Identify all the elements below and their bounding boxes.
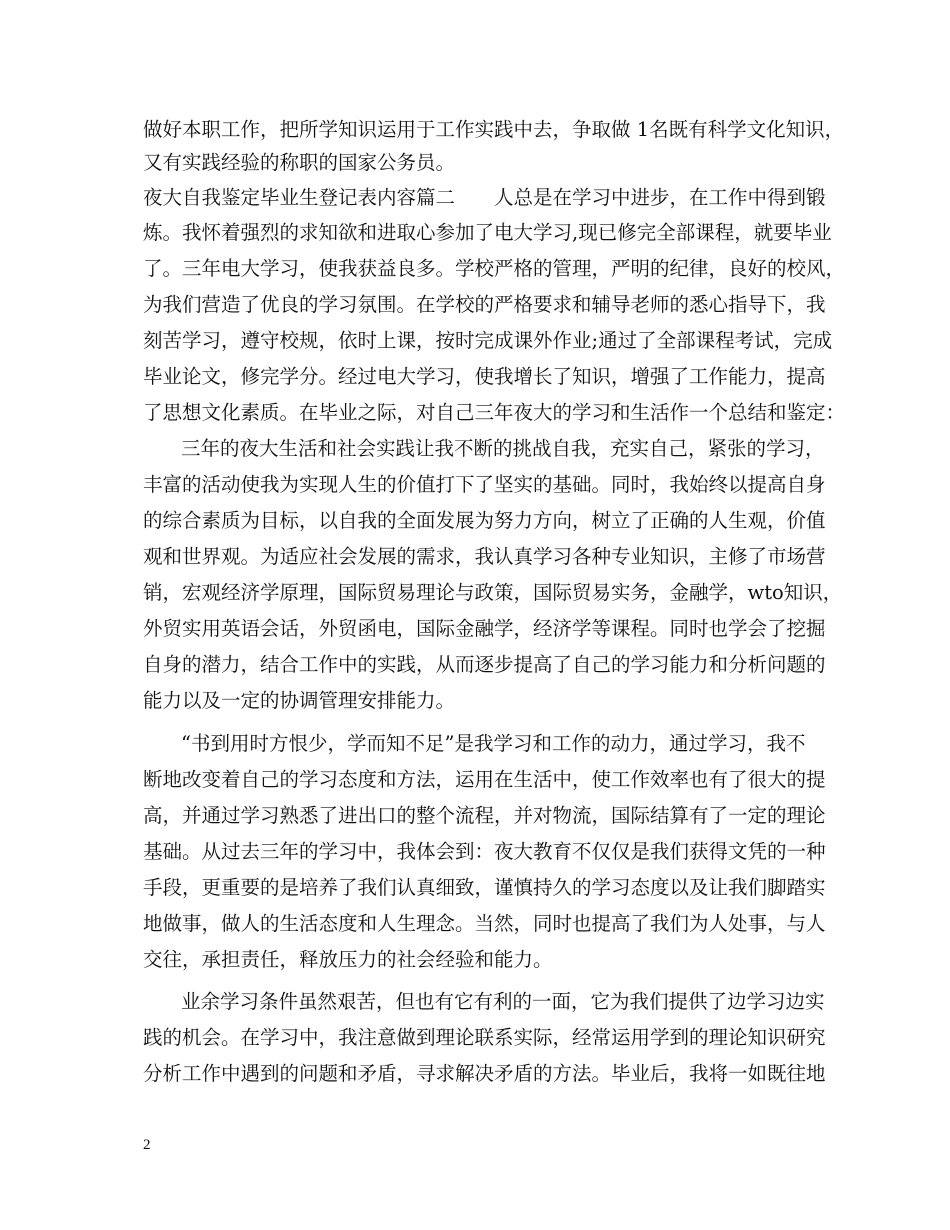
text-line: 交往，承担责任，释放压力的社会经验和能力。 bbox=[143, 948, 553, 971]
text-line: 高，并通过学习熟悉了进出口的整个流程，并对物流，国际结算有了一定的理论 bbox=[143, 804, 826, 827]
text-line: 践的机会。在学习中，我注意做到理论联系实际，经常运用学到的理论知识研究 bbox=[143, 1026, 826, 1049]
text-line: 毕业论文，修完学分。经过电大学习，使我增长了知识，增强了工作能力，提高 bbox=[143, 365, 826, 388]
text-line: “书到用时方恨少，学而知不足”是我学习和工作的动力，通过学习，我不 bbox=[181, 732, 806, 755]
page-number: 2 bbox=[143, 1137, 151, 1153]
text-line: 三年的夜大生活和社会实践让我不断的挑战自我，充实自己，紧张的学习， bbox=[181, 437, 825, 460]
text-line: 了思想文化素质。在毕业之际，对自己三年夜大的学习和生活作一个总结和鉴定： bbox=[143, 401, 846, 424]
text-line: 做好本职工作，把所学知识运用于工作实践中去，争取做 1名既有科学文化知识， bbox=[143, 118, 845, 141]
text-line: 断地改变着自己的学习态度和方法，运用在生活中，使工作效率也有了很大的提 bbox=[143, 768, 826, 791]
text-line: 为我们营造了优良的学习氛围。在学校的严格要求和辅导老师的悉心指导下，我 bbox=[143, 293, 826, 316]
text-line: 炼。我怀着强烈的求知欲和进取心参加了电大学习,现已修完全部课程，就要毕业 bbox=[143, 221, 832, 244]
text-line: 基础。从过去三年的学习中，我体会到：夜大教育不仅仅是我们获得文凭的一种 bbox=[143, 840, 826, 863]
text-line: 手段，更重要的是培养了我们认真细致，谨慎持久的学习态度以及让我们脚踏实 bbox=[143, 876, 826, 899]
text-line: 业余学习条件虽然艰苦，但也有它有利的一面，它为我们提供了边学习边实 bbox=[181, 990, 825, 1013]
text-line: 丰富的活动使我为实现人生的价值打下了坚实的基础。同时，我始终以提高自身 bbox=[143, 473, 826, 496]
text-line: 观和世界观。为适应社会发展的需求，我认真学习各种专业知识，主修了市场营 bbox=[143, 545, 826, 568]
text-line: 能力以及一定的协调管理安排能力。 bbox=[143, 689, 456, 712]
text-line: 刻苦学习，遵守校规，依时上课，按时完成课外作业;通过了全部课程考试，完成 bbox=[143, 329, 833, 352]
text-line: 自身的潜力，结合工作中的实践，从而逐步提高了自己的学习能力和分析问题的 bbox=[143, 653, 826, 676]
text-line: 夜大自我鉴定毕业生登记表内容篇二 人总是在学习中进步，在工作中得到锻 bbox=[143, 186, 826, 209]
text-line: 外贸实用英语会话，外贸函电，国际金融学，经济学等课程。同时也学会了挖掘 bbox=[143, 617, 826, 640]
text-line: 分析工作中遇到的问题和矛盾，寻求解决矛盾的方法。毕业后，我将一如既往地 bbox=[143, 1062, 826, 1085]
text-line: 销，宏观经济学原理，国际贸易理论与政策，国际贸易实务，金融学，wto知识， bbox=[143, 581, 843, 604]
text-line: 又有实践经验的称职的国家公务员。 bbox=[143, 151, 456, 174]
text-line: 地做事，做人的生活态度和人生理念。当然，同时也提高了我们为人处事，与人 bbox=[143, 912, 826, 935]
text-line: 了。三年电大学习，使我获益良多。学校严格的管理，严明的纪律，良好的校风， bbox=[143, 257, 846, 280]
text-line: 的综合素质为目标，以自我的全面发展为努力方向，树立了正确的人生观，价值 bbox=[143, 509, 826, 532]
